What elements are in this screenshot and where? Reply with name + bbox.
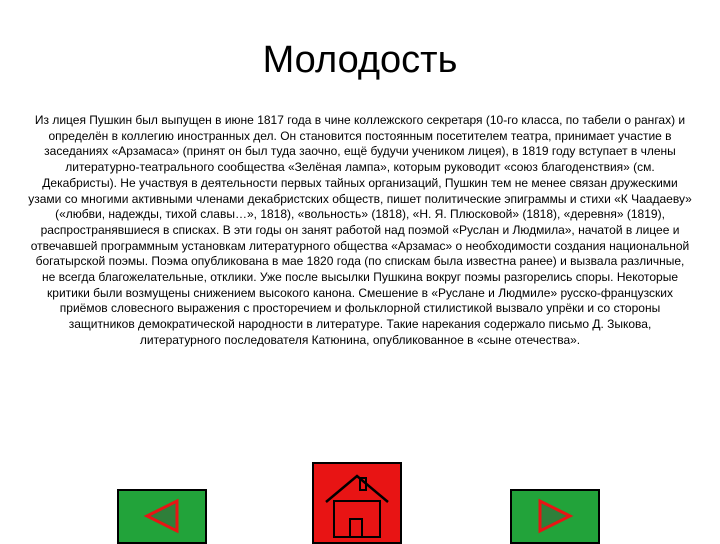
slide-body-text: Из лицея Пушкин был выпущен в июне 1817 года в чине коллежского секретаря (10-го класса, по табели о рангах) и определён в коллегию иностранных дел. Он становится постоянным посетителем театра, принимает участие в заседаниях «Арзамаса» (принят он был туда заочно, ещё будучи учеником лицея), в 1819 году вступает в члены литературно-театрального сообщества «Зелёная лампа», которым руководит «союз благоденствия» (см. Декабристы). Не участвуя в деятельности первых тайных организаций, Пушкин тем не менее связан дружескими узами со многими активными членами декабристских обществ, пишет политические эпиграммы и стихи «К Чаадаеву» («любви, надежды, тихой славы…», 1818), «вольность» (1818), «Н. Я. Плюсковой» (1818), «деревня» (1819), распространявшиеся в списках. В эти годы он занят работой над поэмой «Руслан и Людмила», начатой в лицее и отвечавшей программным установкам литературного общества «Арзамас» о необходимости создания национальной богатырской поэмы. Поэма опубликована в мае 1820 года (по спискам была известна ранее) и вызвала различные, не всегда благожелательные, отклики. Уже после высылки Пушкина вокруг поэмы разгорелись споры. Некоторые критики были возмущены снижением высокого канона. Смешение в «Руслане и Людмиле» русско-французских приёмов словесного выражения с просторечием и фольклорной стилистикой вызвало упрёки и со стороны защитников демократической народности в литературе. Такие нарекания содержало письмо Д. Зыкова, литературного последователя Катюнина, опубликованное в «сыне отечества». [28,113,692,347]
slide-title: Молодость [262,39,458,81]
home-button[interactable] [312,462,402,544]
previous-slide-button[interactable] [117,489,207,544]
left-arrow-icon [119,491,205,542]
right-arrow-icon [512,491,598,542]
house-icon [314,464,400,542]
next-slide-button[interactable] [510,489,600,544]
